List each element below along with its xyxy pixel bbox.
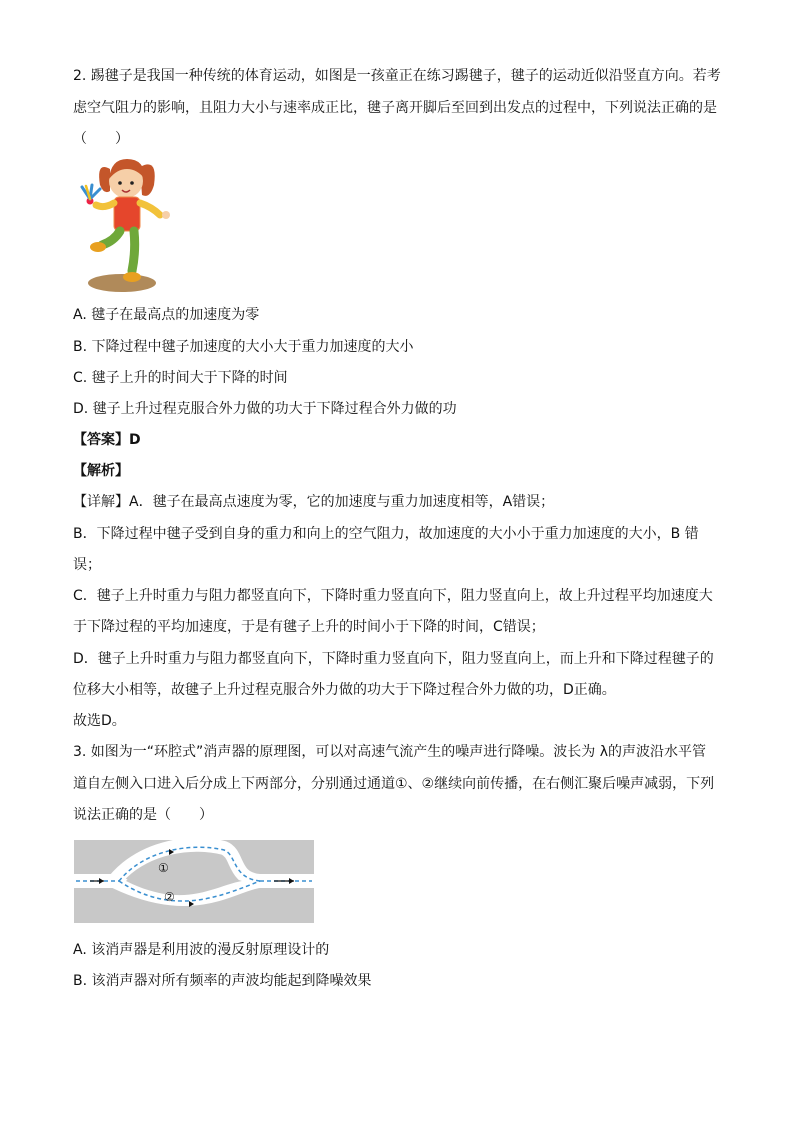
q2-analysis-line-5: 于下降过程的平均加速度，于是有毽子上升的时间小于下降的时间，C错误； bbox=[73, 619, 545, 635]
channel-label-2: ② bbox=[164, 890, 175, 904]
q2-analysis-line-7: 位移大小相等，故毽子上升过程克服合外力做的功大于下降过程合外力做的功，D正确。 bbox=[73, 682, 616, 698]
q3-option-a: A. 该消声器是利用波的漫反射原理设计的 bbox=[73, 942, 330, 958]
q3-stem-line-1: 3. 如图为一“环腔式”消声器的原理图，可以对高速气流产生的噪声进行降噪。波长为 λ的声波沿水平管 bbox=[73, 744, 707, 760]
q2-analysis-line-1: 【详解】A．毽子在最高点速度为零，它的加速度与重力加速度相等，A错误； bbox=[73, 494, 555, 510]
q2-analysis-line-6: D．毽子上升时重力与阻力都竖直向下，下降时重力竖直向下，阻力竖直向上，而上升和下降过程毽子的 bbox=[73, 651, 714, 667]
q2-stem-line-2: 虑空气阻力的影响，且阻力大小与速率成正比，毽子离开脚后至回到出发点的过程中，下列说法正确的是 bbox=[73, 100, 717, 116]
q2-option-b: B. 下降过程中毽子加速度的大小大于重力加速度的大小 bbox=[73, 339, 414, 355]
q2-option-d: D. 毽子上升过程克服合外力做的功大于下降过程合外力做的功 bbox=[73, 401, 457, 417]
q3-option-b: B. 该消声器对所有频率的声波均能起到降噪效果 bbox=[73, 973, 372, 989]
q2-stem-line-1: 2. 踢毽子是我国一种传统的体育运动，如图是一孩童正在练习踢毽子，毽子的运动近似沿竖直方向。若考 bbox=[73, 68, 721, 84]
q2-analysis-line-2: B．下降过程中毽子受到自身的重力和向上的空气阻力，故加速度的大小小于重力加速度的大小，B 错 bbox=[73, 526, 699, 542]
q2-analysis-title: 【解析】 bbox=[73, 463, 129, 479]
silencer-diagram bbox=[74, 840, 314, 923]
q3-stem-line-3: 说法正确的是（ ） bbox=[73, 807, 213, 823]
q2-stem-line-3: （ ） bbox=[73, 131, 129, 147]
q2-analysis-line-3: 误； bbox=[73, 557, 101, 573]
channel-label-1: ① bbox=[158, 861, 169, 875]
q3-stem-line-2: 道自左侧入口进入后分成上下两部分，分别通过通道①、②继续向前传播，在右侧汇聚后噪声减弱，下列 bbox=[73, 776, 715, 792]
q2-option-c: C. 毽子上升的时间大于下降的时间 bbox=[73, 370, 288, 386]
q2-analysis-line-8: 故选D。 bbox=[73, 713, 126, 729]
q2-analysis-line-4: C．毽子上升时重力与阻力都竖直向下，下降时重力竖直向下，阻力竖直向上，故上升过程平均加速度大 bbox=[73, 588, 713, 604]
child-kicking-shuttlecock-illustration bbox=[80, 155, 180, 295]
q2-answer: 【答案】D bbox=[73, 432, 141, 448]
q2-option-a: A. 毽子在最高点的加速度为零 bbox=[73, 307, 260, 323]
